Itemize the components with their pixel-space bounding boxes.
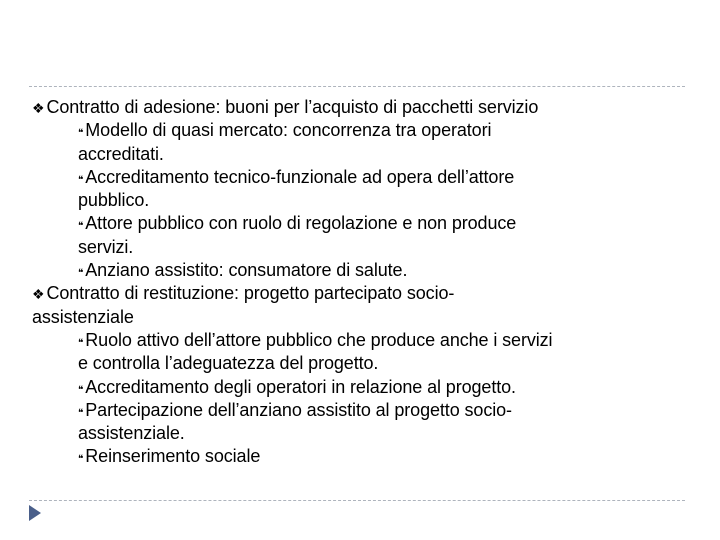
bottom-divider <box>29 500 685 501</box>
quote-bullet-icon: ❝ <box>78 407 84 419</box>
sub-list-item: ❝ Modello di quasi mercato: concorrenza tra operatori <box>78 120 492 141</box>
quote-bullet-icon: ❝ <box>78 337 84 349</box>
quote-bullet-icon: ❝ <box>78 128 84 140</box>
quote-bullet-icon: ❝ <box>78 268 84 280</box>
list-item: ❖ Contratto di restituzione: progetto partecipato socio- <box>32 283 455 304</box>
top-divider <box>29 86 685 87</box>
sub-list-item: ❝ Accreditamento tecnico-funzionale ad opera dell’attore <box>78 166 515 187</box>
sub-list-item-cont: assistenziale. <box>78 423 185 444</box>
list-item-cont: assistenziale <box>32 306 134 327</box>
quote-bullet-icon: ❝ <box>78 174 84 186</box>
sub-list-item-cont: pubblico. <box>78 190 150 211</box>
list-item: ❖ Contratto di adesione: buoni per l’acquisto di pacchetti servizio <box>32 97 539 117</box>
quote-bullet-icon: ❝ <box>78 221 84 233</box>
sub-list-item: ❝ Accreditamento degli operatori in relazione al progetto. <box>78 376 516 397</box>
sub-list-item: ❝ Attore pubblico con ruolo di regolazione e non produce <box>78 213 517 234</box>
sub-list-item: ❝ Anziano assistito: consumatore di salute. <box>78 260 408 281</box>
play-arrow-icon <box>29 505 41 521</box>
sub-list-item-cont: e controlla l’adeguatezza del progetto. <box>78 353 379 374</box>
sub-list-item-cont: accreditati. <box>78 143 164 164</box>
quote-bullet-icon: ❝ <box>78 384 84 396</box>
sub-list-item: ❝ Partecipazione dell’anziano assistito al progetto socio- <box>78 399 512 420</box>
slide-body <box>32 96 682 469</box>
sub-list-item-cont: servizi. <box>78 236 134 257</box>
diamond-bullet-icon: ❖ <box>32 286 45 303</box>
sub-list-item: ❝ Reinserimento sociale <box>78 446 261 467</box>
quote-bullet-icon: ❝ <box>78 454 84 466</box>
diamond-bullet-icon: ❖ <box>32 100 45 116</box>
sub-list-item: ❝ Ruolo attivo dell’attore pubblico che produce anche i servizi <box>78 329 553 350</box>
